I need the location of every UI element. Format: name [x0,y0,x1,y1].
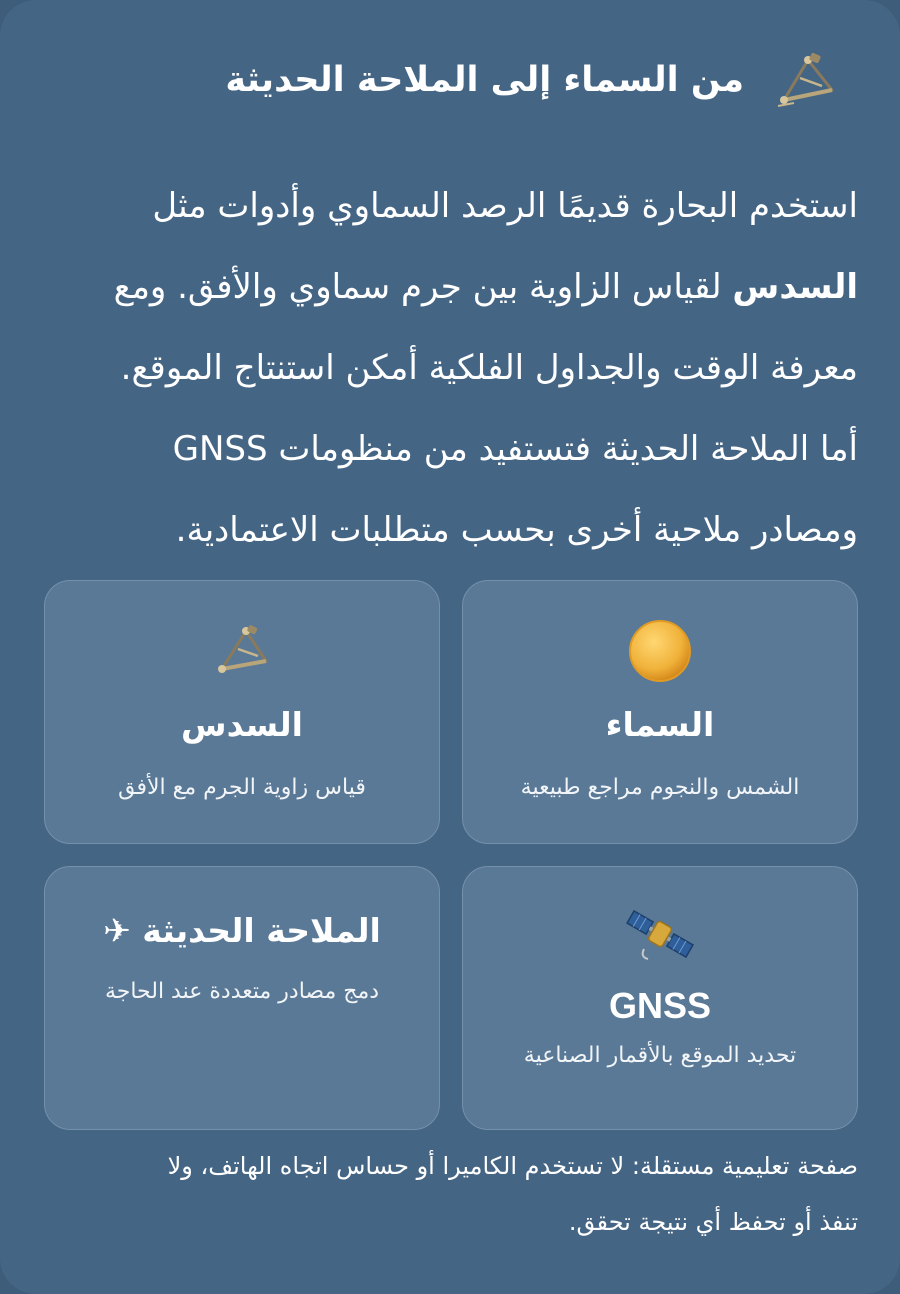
tile-description: دمج مصادر متعددة عند الحاجة [104,979,380,1004]
intro-line: ومصادر ملاحية أخرى بحسب متطلبات الاعتمادية. [175,510,858,550]
tile-title: السماء [605,705,715,744]
airplane-icon: ✈ [103,911,131,950]
intro-line [98,247,858,328]
intro-line: معرفة الوقت والجداول الفلكية أمكن استنتاج الموقع. [120,348,858,388]
header [60,50,840,110]
tile-title-row [45,911,439,950]
intro-line: استخدم البحارة قديمًا الرصد السماوي وأدوات مثل [152,186,858,226]
note-line: تنفذ أو تحفظ أي نتيجة تحقق. [568,1208,858,1236]
page-title: من السماء إلى الملاحة الحديثة [225,60,744,100]
sextant-icon [45,623,439,679]
sun-icon [463,619,857,683]
intro-line-rest: لقياس الزاوية بين جرم سماوي والأفق. ومع [113,267,733,307]
intro-line: أما الملاحة الحديثة فتستفيد من منظومات GNSS [172,429,858,469]
tile-title: السدس [181,705,303,744]
sextant-term: السدس [732,267,858,307]
note-line: صفحة تعليمية مستقلة: لا تستخدم الكاميرا أو حساس اتجاه الهاتف، ولا [167,1152,858,1180]
disclaimer-note [58,1138,858,1250]
tile-modern-navigation [44,866,440,1130]
tile-description: قياس زاوية الجرم مع الأفق [118,775,366,800]
tile-title: GNSS [608,985,712,1026]
satellite-icon [463,905,857,963]
tile-sky [462,580,858,844]
sextant-icon [770,50,840,110]
tile-description: تحديد الموقع بالأقمار الصناعية [523,1043,797,1068]
tile-description: الشمس والنجوم مراجع طبيعية [520,775,800,800]
intro-paragraph [98,166,858,571]
tile-sextant [44,580,440,844]
tile-title: الملاحة الحديثة [142,911,381,950]
tile-gnss [462,866,858,1130]
